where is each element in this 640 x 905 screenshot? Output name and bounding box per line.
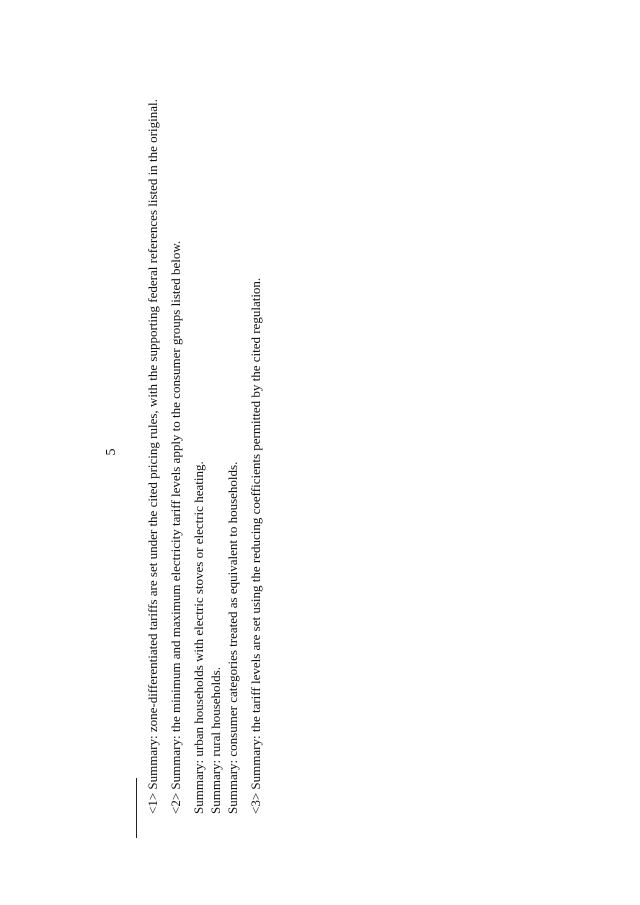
footnote-1: <1> Summary: zone-differentiated tariffs are set under the cited pricing rules, with the supporting federal references listed in the original.: [145, 99, 160, 814]
footnote-2: <2> Summary: the minimum and maximum electricity tariff levels apply to the consumer groups listed below.: [168, 240, 183, 814]
page-number: 5: [104, 448, 119, 456]
consumer-group-3: Summary: consumer categories treated as equivalent to households.: [225, 461, 240, 814]
footnotes: [144, 66, 270, 838]
rotated-content: [100, 52, 540, 852]
consumer-group-1: Summary: urban households with electric stoves or electric heating.: [191, 461, 206, 814]
footnote-3: <3> Summary: the tariff levels are set using the reducing coefficients permitted by the cited regulation.: [248, 277, 263, 814]
footnote-separator: [136, 778, 137, 838]
consumer-group-2: Summary: rural households.: [208, 667, 223, 814]
